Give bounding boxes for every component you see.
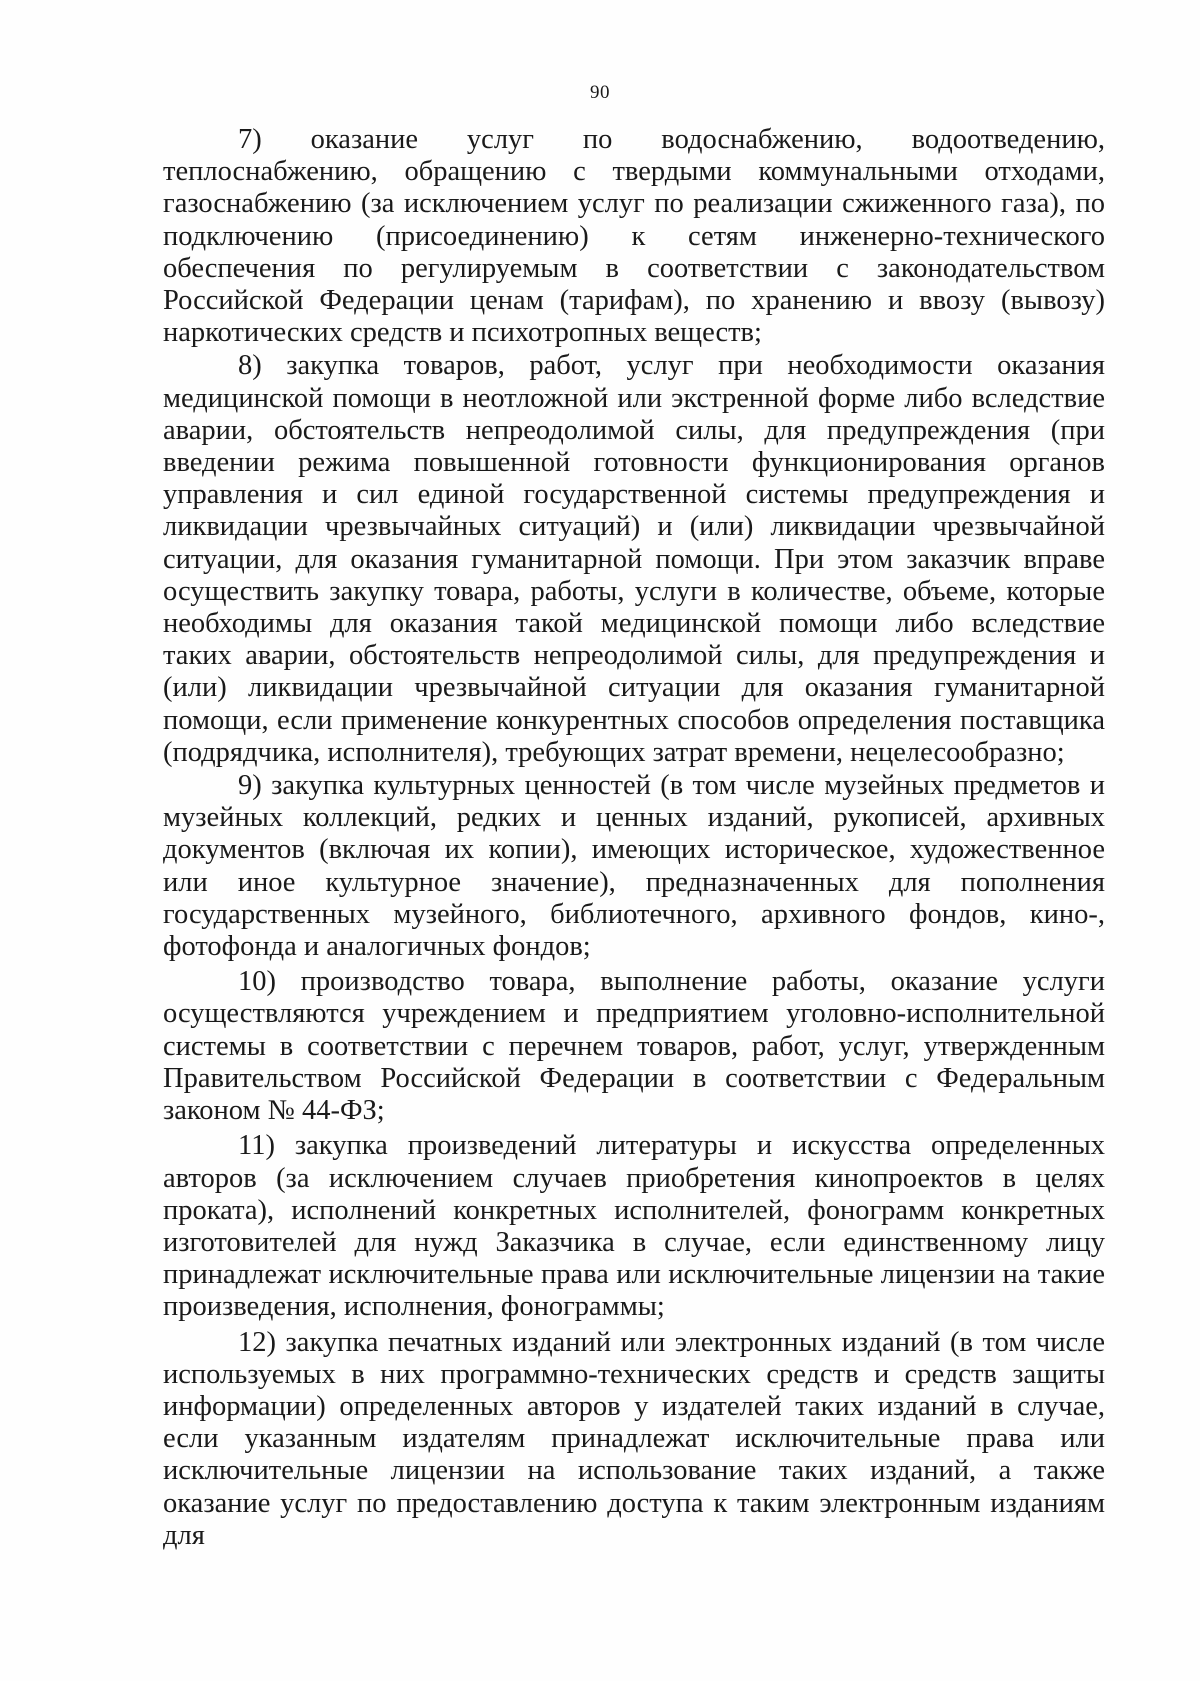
paragraph-item-8: 8) закупка товаров, работ, услуг при необходимости оказания медицинской помощи в неотложной или экстренной форме либо вследствие аварии, обстоятельств непреодолимой силы, для предупреждения (при введении режима повышенной готовности функционирования органов управления и сил единой государственной системы предупреждения и ликвидации чрезвычайных ситуаций) и (или) ликвидации чрезвычайной ситуации, для оказания гуманитарной помощи. При этом заказчик вправе осуществить закупку товара, работы, услуги в количестве, объеме, которые необходимы для оказания такой медицинской помощи либо вследствие таких аварии, обстоятельств непреодолимой силы, для предупреждения и (или) ликвидации чрезвычайной ситуации для оказания гуманитарной помощи, если применение конкурентных способов определения поставщика (подрядчика, исполнителя), требующих затрат времени, нецелесообразно; — [163, 350, 1105, 768]
page-number: 90 — [590, 82, 610, 103]
paragraph-item-12: 12) закупка печатных изданий или электронных изданий (в том числе используемых в них программно-технических средств и средств защиты информации) определенных авторов у издателей таких изданий в случае, если указанным издателям принадлежат исключительные права или исключительные лицензии на использование таких изданий, а также оказание услуг по предоставлению доступа к таким электронным изданиям для — [163, 1326, 1105, 1551]
paragraph-item-11: 11) закупка произведений литературы и искусства определенных авторов (за исключением случаев приобретения кинопроектов в целях проката), исполнений конкретных исполнителей, фонограмм конкретных изготовителей для нужд Заказчика в случае, если единственному лицу принадлежат исключительные права или исключительные лицензии на такие произведения, исполнения, фонограммы; — [163, 1130, 1105, 1323]
paragraph-item-10: 10) производство товара, выполнение работы, оказание услуги осуществляются учреждением и предприятием уголовно-исполнительной системы в соответствии с перечнем товаров, работ, услуг, утвержденным Правительством Российской Федерации в соответствии с Федеральным законом № 44-ФЗ; — [163, 966, 1105, 1127]
paragraph-item-7: 7) оказание услуг по водоснабжению, водоотведению, теплоснабжению, обращению с твердыми коммунальными отходами, газоснабжению (за исключением услуг по реализации сжиженного газа), по подключению (присоединению) к сетям инженерно-технического обеспечения по регулируемым в соответствии с законодательством Российской Федерации ценам (тарифам), по хранению и ввозу (вывозу) наркотических средств и психотропных веществ; — [163, 124, 1105, 349]
paragraph-item-9: 9) закупка культурных ценностей (в том числе музейных предметов и музейных коллекций, редких и ценных изданий, рукописей, архивных документов (включая их копии), имеющих историческое, художественное или иное культурное значение), предназначенных для пополнения государственных музейного, библиотечного, архивного фондов, кино-, фотофонда и аналогичных фондов; — [163, 770, 1105, 963]
document-body — [163, 124, 1105, 1552]
